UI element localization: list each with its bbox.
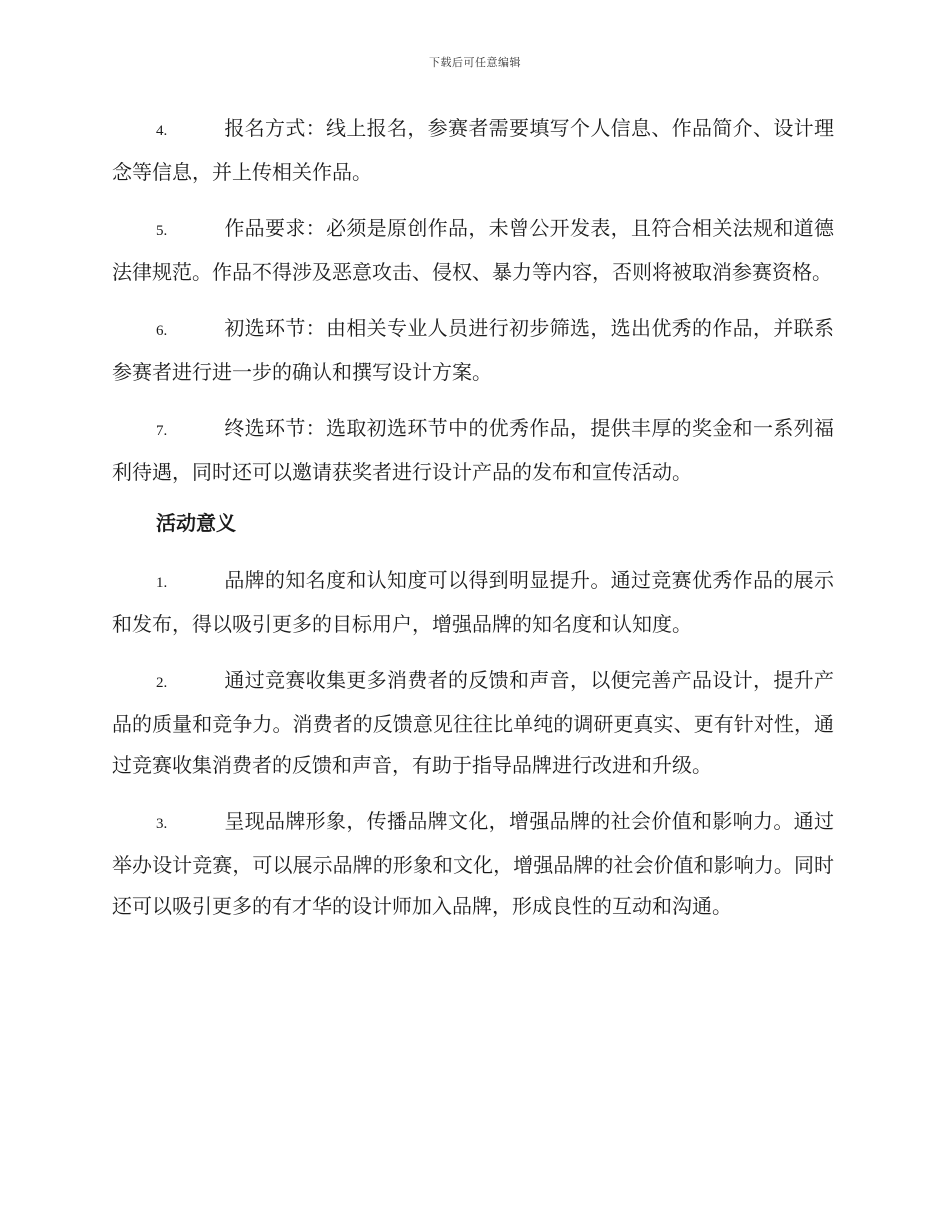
list-item-text: 终选环节：选取初选环节中的优秀作品，提供丰厚的奖金和一系列福利待遇，同时还可以邀请获奖者进行设计产品的发布和宣传活动。 [112, 416, 834, 484]
list-item-5 [112, 208, 834, 293]
list-item-6 [112, 308, 834, 393]
list-item-4 [112, 108, 834, 193]
list-item-1 [112, 560, 834, 645]
list-item-number: 4. [156, 123, 168, 139]
list-item-number: 1. [156, 575, 168, 591]
page-header-note: 下载后可任意编辑 [429, 56, 521, 69]
list-item-text: 呈现品牌形象，传播品牌文化，增强品牌的社会价值和影响力。通过举办设计竞赛，可以展示品牌的形象和文化，增强品牌的社会价值和影响力。同时还可以吸引更多的有才华的设计师加入品牌，形成良性的互动和沟通。 [112, 809, 834, 918]
list-item-text: 通过竞赛收集更多消费者的反馈和声音，以便完善产品设计，提升产品的质量和竞争力。消费者的反馈意见往往比单纯的调研更真实、更有针对性，通过竞赛收集消费者的反馈和声音，有助于指导品牌进行改进和升级。 [112, 668, 834, 777]
list-item-text: 品牌的知名度和认知度可以得到明显提升。通过竞赛优秀作品的展示和发布，得以吸引更多的目标用户，增强品牌的知名度和认知度。 [112, 568, 834, 636]
list-item-text: 初选环节：由相关专业人员进行初步筛选，选出优秀的作品，并联系参赛者进行进一步的确认和撰写设计方案。 [112, 316, 834, 384]
list-item-3 [112, 801, 834, 927]
list-item-number: 6. [156, 323, 168, 339]
document-body [112, 108, 834, 942]
list-item-2 [112, 660, 834, 786]
list-item-number: 3. [156, 816, 168, 832]
list-item-text: 作品要求：必须是原创作品，未曾公开发表，且符合相关法规和道德法律规范。作品不得涉及恶意攻击、侵权、暴力等内容，否则将被取消参赛资格。 [112, 216, 834, 284]
list-item-number: 2. [156, 675, 168, 691]
section-heading: 活动意义 [156, 511, 236, 535]
list-item-7 [112, 408, 834, 493]
list-item-text: 报名方式：线上报名，参赛者需要填写个人信息、作品简介、设计理念等信息，并上传相关作品。 [112, 116, 834, 184]
list-item-number: 7. [156, 423, 168, 439]
list-item-number: 5. [156, 223, 168, 239]
